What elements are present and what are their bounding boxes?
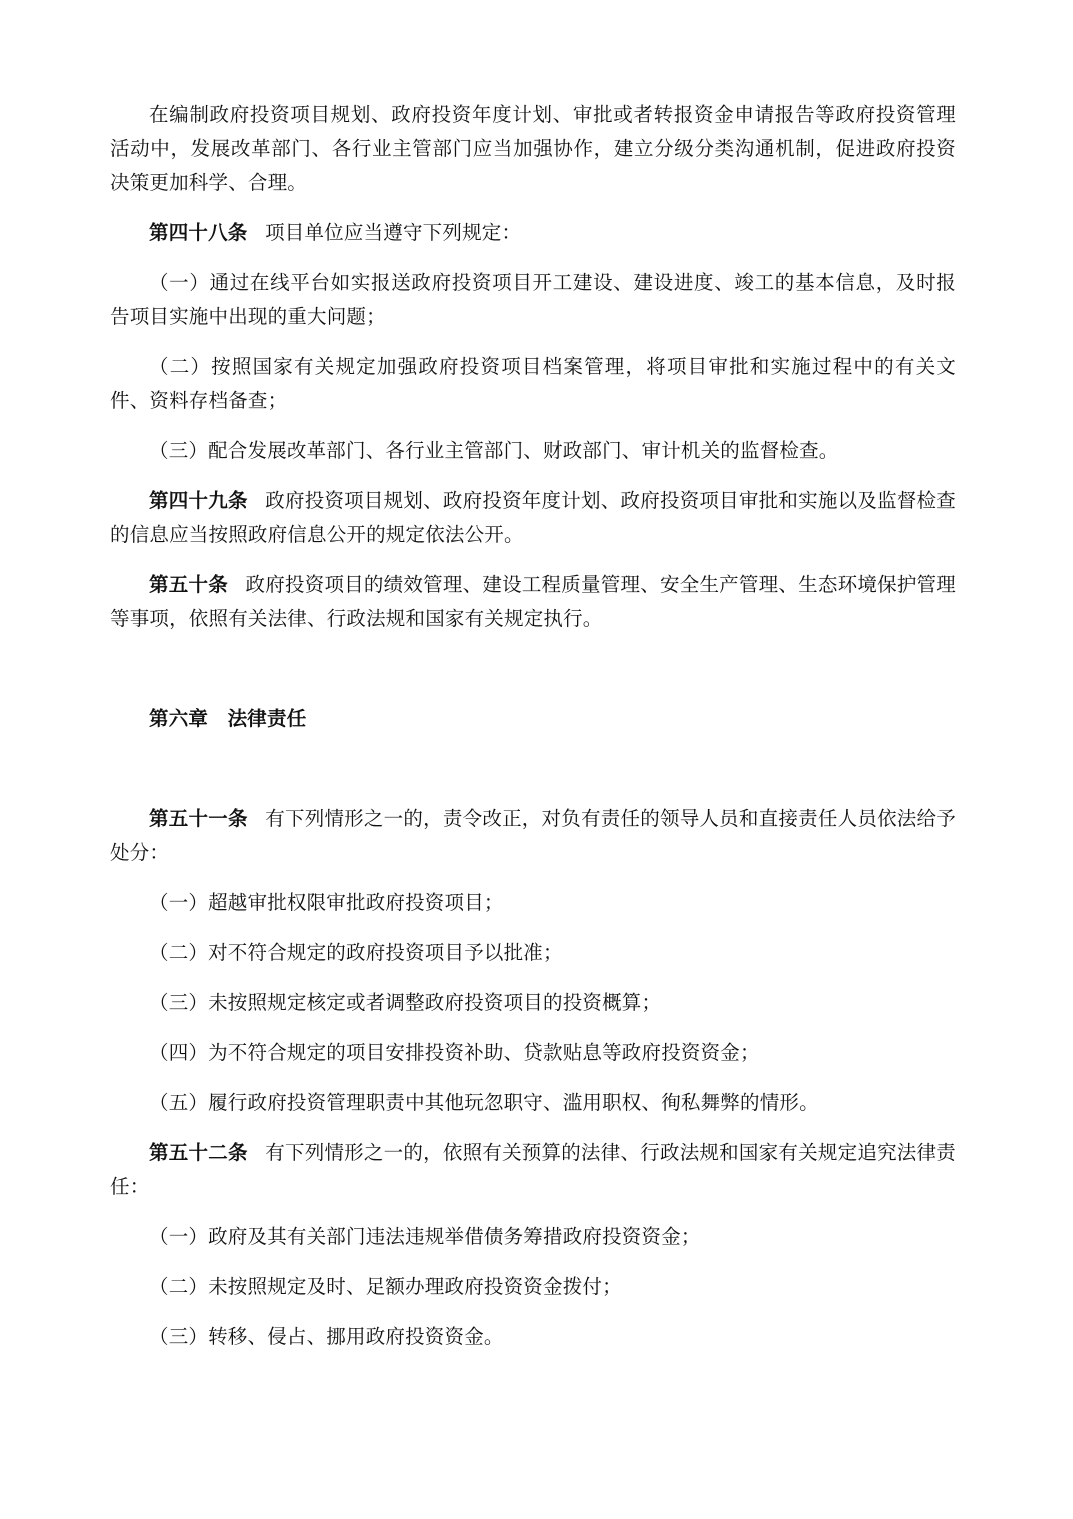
article-51: [110, 802, 956, 870]
chapter-title: 法律责任: [227, 707, 307, 730]
article-52-item-1: （一）政府及其有关部门违法违规举借债务筹措政府投资资金；: [149, 1225, 701, 1248]
article-48-number: 第四十八条: [149, 221, 248, 244]
article-49: [110, 484, 956, 552]
article-51-item-4: （四）为不符合规定的项目安排投资补助、贷款贴息等政府投资资金；: [149, 1041, 760, 1064]
article-49-text: 政府投资项目规划、政府投资年度计划、政府投资项目审批和实施以及监督检查的信息应当按照政府信息公开的规定依法公开。: [110, 489, 956, 546]
chapter-number: 第六章: [149, 707, 209, 730]
article-51-item-5: （五）履行政府投资管理职责中其他玩忽职守、滥用职权、徇私舞弊的情形。: [149, 1091, 819, 1114]
article-50-number: 第五十条: [149, 573, 228, 596]
document-body: [110, 98, 956, 1354]
article-51-item-1: （一）超越审批权限审批政府投资项目；: [149, 891, 504, 914]
article-52-item-2: （二）未按照规定及时、足额办理政府投资资金拨付；: [149, 1275, 622, 1298]
paragraph-intro: 在编制政府投资项目规划、政府投资年度计划、审批或者转报资金申请报告等政府投资管理活动中，发展改革部门、各行业主管部门应当加强协作，建立分级分类沟通机制，促进政府投资决策更加科学、合理。: [110, 103, 956, 194]
article-50: [110, 568, 956, 636]
article-52: [110, 1136, 956, 1204]
article-51-text: 有下列情形之一的，责令改正，对负有责任的领导人员和直接责任人员依法给予处分：: [110, 807, 956, 864]
article-52-item-3: （三）转移、侵占、挪用政府投资资金。: [149, 1325, 504, 1348]
article-48-item-2: （二）按照国家有关规定加强政府投资项目档案管理，将项目审批和实施过程中的有关文件、资料存档备查；: [110, 355, 956, 412]
article-48-item-1: （一）通过在线平台如实报送政府投资项目开工建设、建设进度、竣工的基本信息，及时报告项目实施中出现的重大问题；: [110, 271, 956, 328]
article-48-text: 项目单位应当遵守下列规定：: [265, 221, 522, 244]
article-49-number: 第四十九条: [149, 489, 248, 512]
article-51-item-2: （二）对不符合规定的政府投资项目予以批准；: [149, 941, 563, 964]
article-50-text: 政府投资项目的绩效管理、建设工程质量管理、安全生产管理、生态环境保护管理等事项，依照有关法律、行政法规和国家有关规定执行。: [110, 573, 956, 630]
article-51-number: 第五十一条: [149, 807, 248, 830]
article-48: [110, 216, 956, 250]
article-52-text: 有下列情形之一的，依照有关预算的法律、行政法规和国家有关规定追究法律责任：: [110, 1141, 956, 1198]
chapter-heading: [110, 702, 956, 736]
article-51-item-3: （三）未按照规定核定或者调整政府投资项目的投资概算；: [149, 991, 662, 1014]
article-48-item-3: （三）配合发展改革部门、各行业主管部门、财政部门、审计机关的监督检查。: [149, 439, 839, 462]
article-52-number: 第五十二条: [149, 1141, 248, 1164]
